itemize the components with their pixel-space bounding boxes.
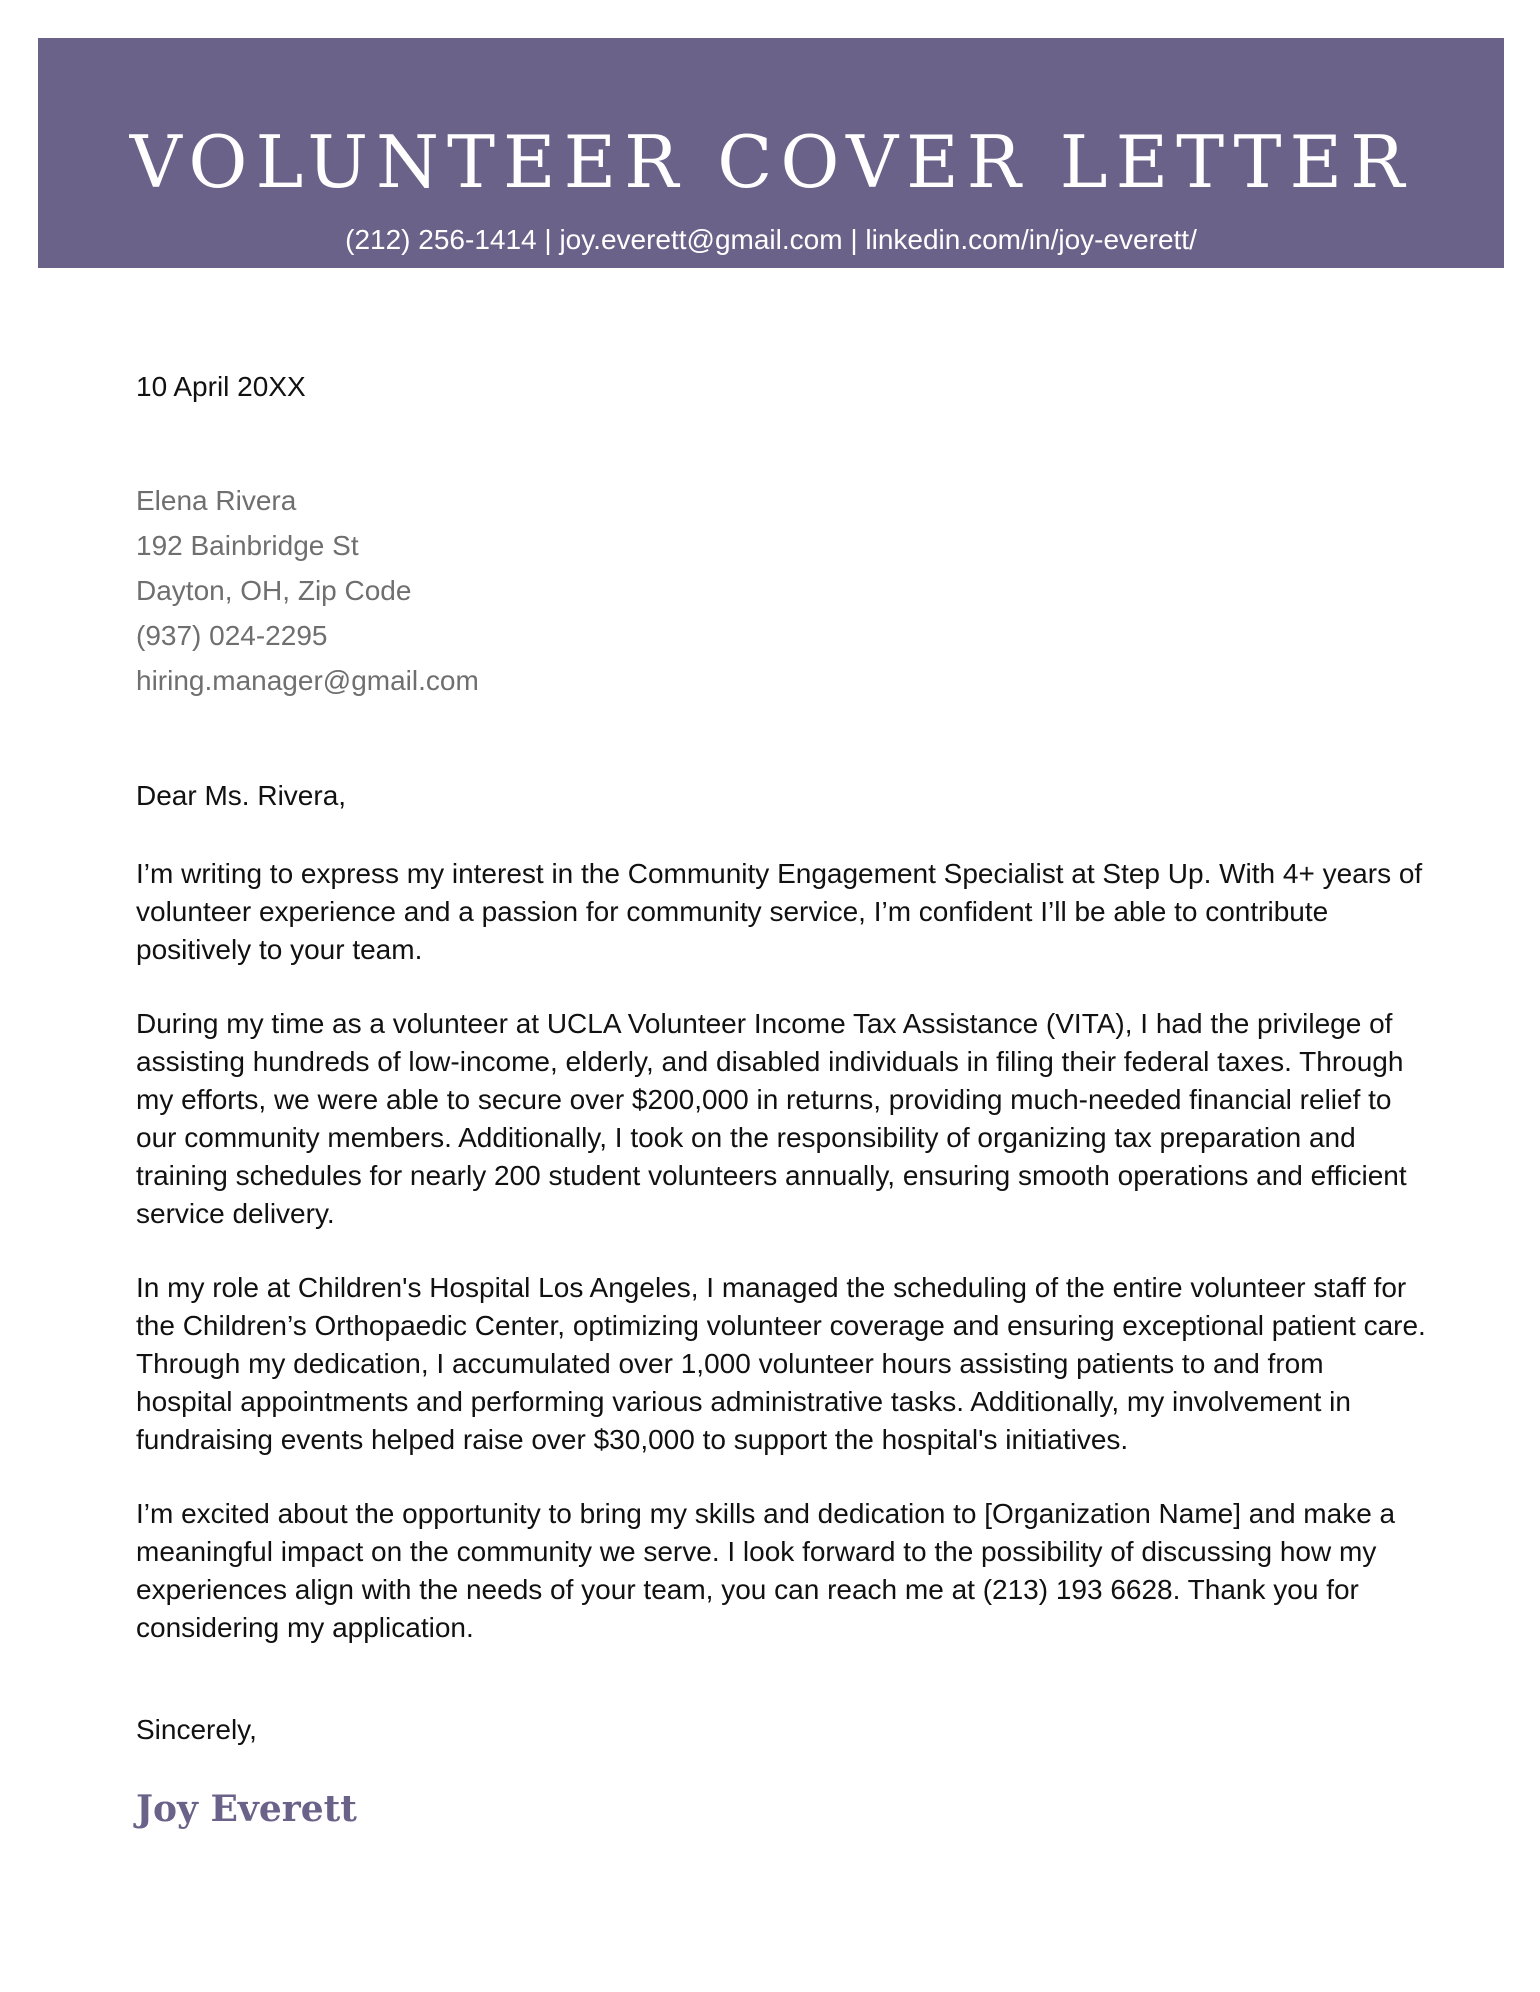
recipient-email: hiring.manager@gmail.com (136, 665, 479, 696)
document-title: VOLUNTEER COVER LETTER (129, 120, 1413, 204)
paragraph-intro: I’m writing to express my interest in the Community Engagement Specialist at Step Up. With 4+ years of volunteer experience and a passion for community service, I’m confident I’ll be able to contribute positively to your team. (136, 858, 1423, 965)
paragraph-hospital-experience: In my role at Children's Hospital Los Angeles, I managed the scheduling of the entire volunteer staff for the Children’s Orthopaedic Center, optimizing volunteer coverage and ensuring exceptional patient care. Through my dedication, I accumulated over 1,000 volunteer hours assisting patients to and from hospital appointments and performing various administrative tasks. Additionally, my involvement in fundraising events helped raise over $30,000 to support the hospital's initiatives. (136, 1272, 1426, 1455)
signature-name: Joy Everett (136, 1788, 357, 1830)
contact-line: (212) 256-1414 | joy.everett@gmail.com | linkedin.com/in/joy-everett/ (345, 224, 1197, 255)
recipient-city: Dayton, OH, Zip Code (136, 575, 412, 606)
paragraph-conclusion: I’m excited about the opportunity to bring my skills and dedication to [Organization Name] and make a meaningful impact on the community we serve. I look forward to the possibility of discussing how my experiences align with the needs of your team, you can reach me at (213) 193 6628. Thank you for considering my application. (136, 1498, 1396, 1643)
header-banner (38, 38, 1504, 268)
closing: Sincerely, (136, 1714, 257, 1745)
recipient-block (136, 478, 1426, 703)
letter-date: 10 April 20XX (136, 371, 306, 402)
salutation: Dear Ms. Rivera, (136, 780, 347, 811)
paragraph-vita-experience: During my time as a volunteer at UCLA Volunteer Income Tax Assistance (VITA), I had the privilege of assisting hundreds of low-income, elderly, and disabled individuals in filing their federal taxes. Through my efforts, we were able to secure over $200,000 in returns, providing much-needed financial relief to our community members. Additionally, I took on the responsibility of organizing tax preparation and training schedules for nearly 200 student volunteers annually, ensuring smooth operations and efficient service delivery. (136, 1008, 1407, 1229)
recipient-phone: (937) 024-2295 (136, 620, 328, 651)
letter-body (136, 368, 1426, 1833)
recipient-street: 192 Bainbridge St (136, 530, 359, 561)
recipient-name: Elena Rivera (136, 485, 297, 516)
